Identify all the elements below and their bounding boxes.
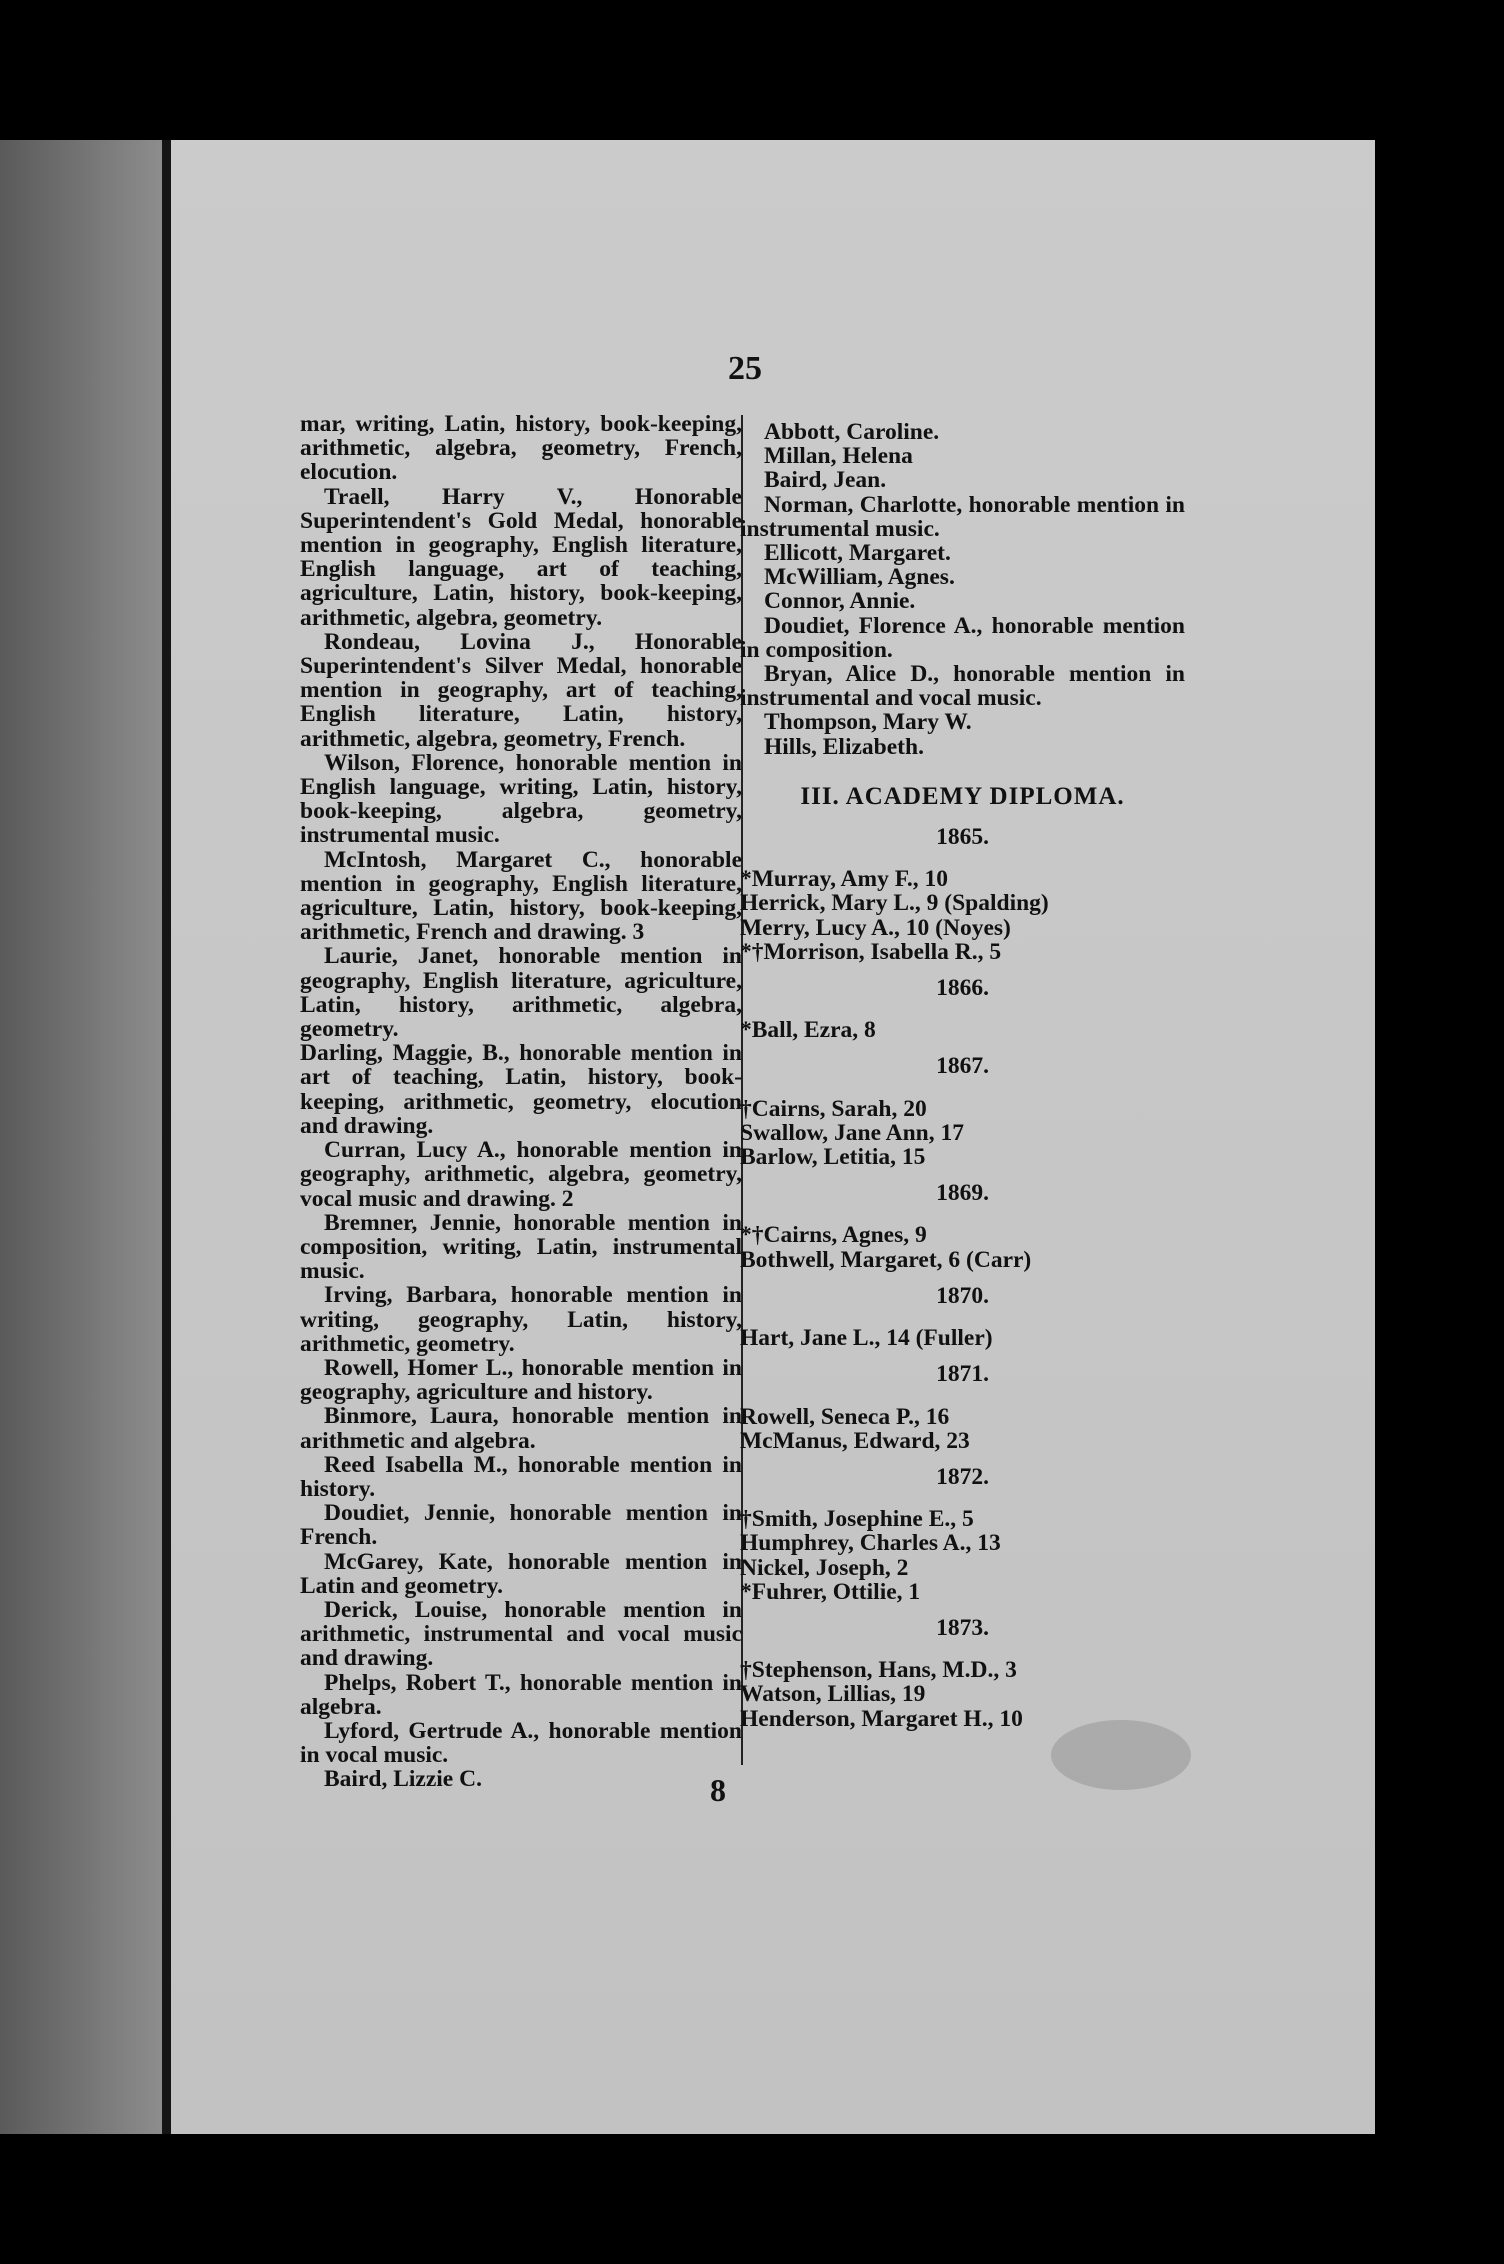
list-item: Bryan, Alice D., honorable mention in instrumental and vocal music. (740, 661, 1185, 712)
list-item: Binmore, Laura, honorable mention in arithmetic and algebra. (300, 1403, 742, 1454)
list-item: Rondeau, Lovina J., Honorable Superintendent's Silver Medal, honorable mention in geography, art of teaching, English literature, Latin, history, arithmetic, algebra, geometry, French. (300, 628, 742, 752)
list-item: Laurie, Janet, honorable mention in geography, English literature, agriculture, Latin, history, arithmetic, algebra, geometry. (300, 943, 742, 1043)
book-spine (162, 140, 171, 2134)
list-item: McWilliam, Agnes. (764, 564, 955, 591)
diploma-name: *†Cairns, Agnes, 9 (740, 1222, 927, 1249)
diploma-name: Barlow, Letitia, 15 (740, 1144, 926, 1171)
list-item: Reed Isabella M., honorable mention in history. (300, 1451, 742, 1502)
list-item: Curran, Lucy A., honorable mention in geography, arithmetic, algebra, geometry, vocal music and drawing. 2 (300, 1137, 742, 1212)
left-column (300, 412, 742, 1792)
signature-mark: 8 (710, 1772, 726, 1808)
list-item: Connor, Annie. (764, 588, 916, 615)
list-item: Baird, Lizzie C. (324, 1766, 482, 1793)
section-title: III. ACADEMY DIPLOMA. (800, 782, 1125, 810)
diploma-name: Watson, Lillias, 19 (740, 1681, 926, 1708)
year-heading: 1871. (936, 1361, 989, 1388)
list-item: McGarey, Kate, honorable mention in Latin and geometry. (300, 1548, 742, 1599)
list-item: McIntosh, Margaret C., honorable mention in geography, English literature, agriculture, Latin, history, book-keeping, arithmetic, French and drawing. 3 (300, 846, 742, 946)
diploma-name: McManus, Edward, 23 (740, 1427, 970, 1454)
list-item: Ellicott, Margaret. (764, 540, 951, 567)
year-heading: 1870. (936, 1282, 989, 1309)
list-item: Norman, Charlotte, honorable mention in instrumental music. (740, 491, 1185, 542)
list-item: Thompson, Mary W. (764, 709, 972, 736)
year-heading: 1867. (936, 1053, 989, 1080)
list-item: Wilson, Florence, honorable mention in English language, writing, Latin, history, book-keeping, algebra, geometry, instrumental music. (300, 749, 742, 849)
year-heading: 1872. (936, 1463, 989, 1490)
diploma-name: Rowell, Seneca P., 16 (740, 1403, 950, 1430)
diploma-name: Bothwell, Margaret, 6 (Carr) (740, 1246, 1032, 1273)
diploma-name: Nickel, Joseph, 2 (740, 1554, 909, 1581)
diploma-name: Herrick, Mary L., 9 (Spalding) (740, 890, 1049, 917)
list-item: Hills, Elizabeth. (764, 733, 924, 760)
year-heading: 1869. (936, 1180, 989, 1207)
previous-page-edge (0, 140, 162, 2134)
list-item: Traell, Harry V., Honorable Superintendent's Gold Medal, honorable mention in geography, English literature, English language, art of teaching, agriculture, Latin, history, book-keeping, arithmetic, algebra, geometry. (300, 483, 742, 631)
list-item: Doudiet, Jennie, honorable mention in French. (300, 1500, 742, 1551)
diploma-name: †Smith, Josephine E., 5 (740, 1506, 974, 1533)
list-item: Irving, Barbara, honorable mention in writing, geography, Latin, history, arithmetic, geometry. (300, 1282, 742, 1357)
list-item: Darling, Maggie, B., honorable mention in art of teaching, Latin, history, book-keeping, arithmetic, geometry, elocution and drawing. (300, 1040, 742, 1139)
diploma-name: *Fuhrer, Ottilie, 1 (740, 1578, 921, 1605)
diploma-name: Humphrey, Charles A., 13 (740, 1530, 1001, 1557)
diploma-name: *Ball, Ezra, 8 (740, 1017, 876, 1044)
diploma-name: †Cairns, Sarah, 20 (740, 1095, 927, 1122)
year-heading: 1873. (936, 1614, 989, 1641)
page-number: 25 (728, 350, 762, 387)
list-item: Doudiet, Florence A., honorable mention in composition. (740, 612, 1185, 663)
year-heading: 1866. (936, 975, 989, 1002)
list-item: Baird, Jean. (764, 467, 887, 494)
diploma-name: Henderson, Margaret H., 10 (740, 1705, 1023, 1732)
list-item: mar, writing, Latin, history, book-keeping, arithmetic, algebra, geometry, French, elocution. (300, 411, 742, 486)
list-item: Derick, Louise, honorable mention in arithmetic, instrumental and vocal music and drawing. (300, 1596, 742, 1672)
list-item: Millan, Helena (764, 443, 913, 470)
diploma-name: Merry, Lucy A., 10 (Noyes) (740, 914, 1011, 941)
list-item: Abbott, Caroline. (764, 419, 940, 445)
diploma-name: Swallow, Jane Ann, 17 (740, 1119, 964, 1146)
list-item: Bremner, Jennie, honorable mention in composition, writing, Latin, instrumental music. (300, 1209, 742, 1285)
diploma-name: *Murray, Amy F., 10 (740, 866, 949, 893)
year-heading: 1865. (936, 824, 989, 851)
diploma-name: Hart, Jane L., 14 (Fuller) (740, 1325, 993, 1352)
right-column (740, 420, 1185, 1731)
list-item: Phelps, Robert T., honorable mention in algebra. (300, 1669, 742, 1720)
diploma-name: *†Morrison, Isabella R., 5 (740, 938, 1002, 965)
list-item: Lyford, Gertrude A., honorable mention in vocal music. (300, 1717, 742, 1769)
list-item: Rowell, Homer L., honorable mention in geography, agriculture and history. (300, 1354, 742, 1406)
diploma-name: †Stephenson, Hans, M.D., 3 (740, 1657, 1017, 1684)
